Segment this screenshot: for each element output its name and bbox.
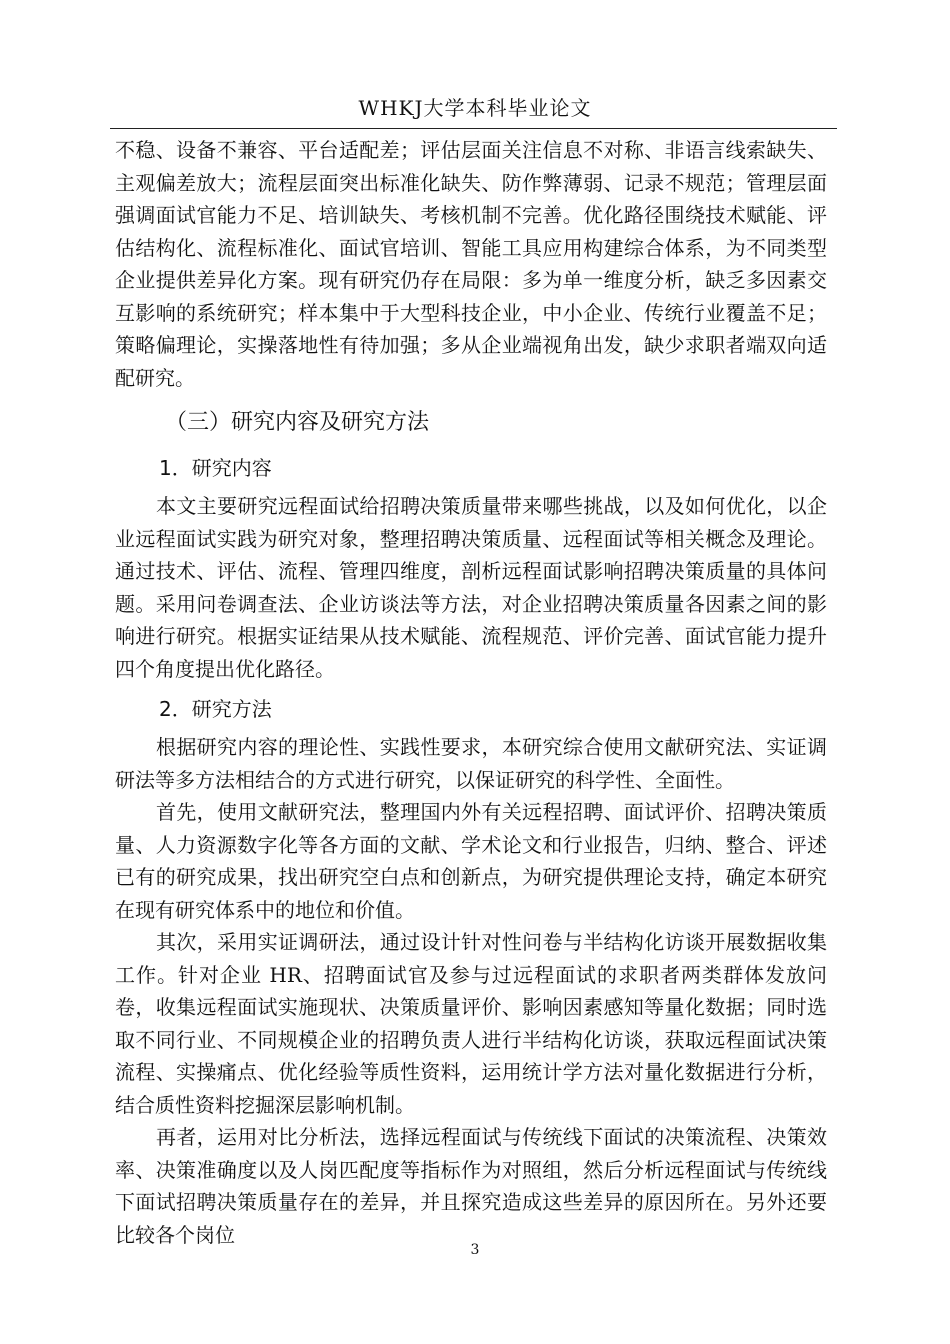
paragraph-method-comparative: 再者，运用对比分析法，选择远程面试与传统线下面试的决策流程、决策效率、决策准确度以及人岗匹配度等指标作为对照组，然后分析远程面试与传统线下面试招聘决策质量存在的差异，并且探究造成这些差异的原因所在。另外还要比较各个岗位 [115,1125,827,1247]
header-divider [110,128,837,129]
document-body [115,134,827,1251]
subsection-heading-content: 1．研究内容 [159,456,272,480]
paragraph-methods-overview: 根据研究内容的理论性、实践性要求，本研究综合使用文献研究法、实证调研法等多方法相结合的方式进行研究，以保证研究的科学性、全面性。 [115,735,827,792]
running-header: WHKJ大学本科毕业论文 [358,96,592,120]
section-heading: （三）研究内容及研究方法 [165,410,430,435]
paragraph-method-literature: 首先，使用文献研究法，整理国内外有关远程招聘、面试评价、招聘决策质量、人力资源数字化等各方面的文献、学术论文和行业报告，归纳、整合、评述已有的研究成果，找出研究空白点和创新点，为研究提供理论支持，确定本研究在现有研究体系中的地位和价值。 [115,800,827,922]
paragraph-research-content: 本文主要研究远程面试给招聘决策质量带来哪些挑战，以及如何优化，以企业远程面试实践为研究对象，整理招聘决策质量、远程面试等相关概念及理论。通过技术、评估、流程、管理四维度，剖析远程面试影响招聘决策质量的具体问题。采用问卷调查法、企业访谈法等方法，对企业招聘决策质量各因素之间的影响进行研究。根据实证结果从技术赋能、流程规范、评价完善、面试官能力提升四个角度提出优化路径。 [115,494,827,681]
subsection-heading-methods: 2．研究方法 [159,697,272,721]
page-number: 3 [470,1242,480,1258]
paragraph-method-empirical: 其次，采用实证调研法，通过设计针对性问卷与半结构化访谈开展数据收集工作。针对企业 HR、招聘面试官及参与过远程面试的求职者两类群体发放问卷，收集远程面试实施现状、决策质量评价、影响因素感知等量化数据；同时选取不同行业、不同规模企业的招聘负责人进行半结构化访谈，获取远程面试决策流程、实操痛点、优化经验等质性资料，运用统计学方法对量化数据进行分析，结合质性资料挖掘深层影响机制。 [115,930,827,1117]
paragraph-intro-continued: 不稳、设备不兼容、平台适配差；评估层面关注信息不对称、非语言线索缺失、主观偏差放大；流程层面突出标准化缺失、防作弊薄弱、记录不规范；管理层面强调面试官能力不足、培训缺失、考核机制不完善。优化路径围绕技术赋能、评估结构化、流程标准化、面试官培训、智能工具应用构建综合体系，为不同类型企业提供差异化方案。现有研究仍存在局限：多为单一维度分析，缺乏多因素交互影响的系统研究；样本集中于大型科技企业，中小企业、传统行业覆盖不足；策略偏理论，实操落地性有待加强；多从企业端视角出发，缺少求职者端双向适配研究。 [115,138,827,390]
